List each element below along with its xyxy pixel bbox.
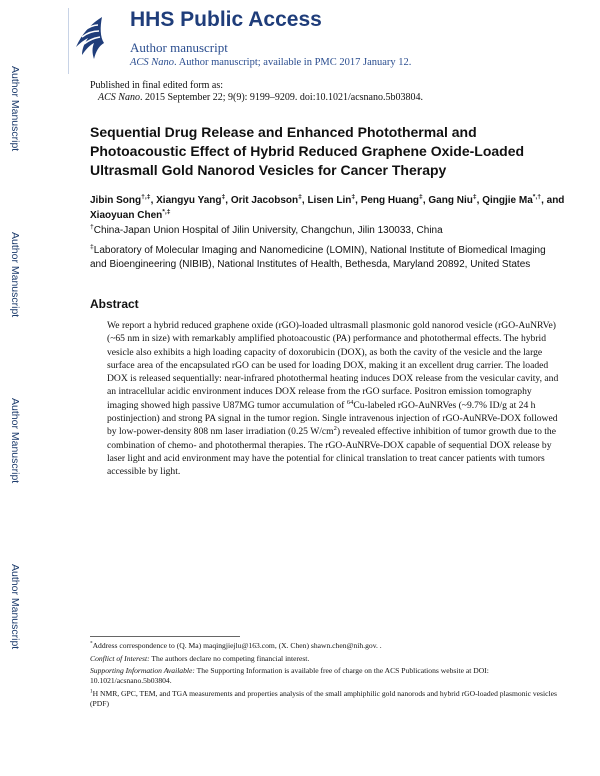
author-separator: , xyxy=(225,195,231,206)
author-name: Gang Niu xyxy=(428,195,473,206)
side-label-author-manuscript: Author Manuscript xyxy=(9,564,21,650)
conflict-text: The authors declare no competing financial interest. xyxy=(149,653,310,663)
affiliation-text: China-Japan Union Hospital of Jilin University, Changchun, Jilin 130033, China xyxy=(93,225,443,236)
header-divider xyxy=(68,8,69,74)
citation-journal: ACS Nano xyxy=(98,92,140,103)
footnote-supporting-info xyxy=(90,666,560,686)
footnote-rule xyxy=(90,636,240,637)
author-affiliation-mark: †,‡ xyxy=(141,193,151,201)
conflict-label: Conflict of Interest: xyxy=(90,653,150,663)
author-name: Xiaoyuan Chen xyxy=(90,209,163,221)
publication-info xyxy=(90,80,423,104)
author-affiliation-mark: ‡ xyxy=(351,193,356,201)
author-separator: , xyxy=(301,195,308,206)
author-affiliation-mark: ‡ xyxy=(221,193,226,201)
abstract-text-2: Cu-labeled rGO-AuNRVes (~9.7% ID/g at 24 h postinjection) and strong PA signal in the tumor region. Single intravenous injection of rGO-AuNRVe-DOX followed by low-power-density 808 nm laser irradiation (0.25 W/cm xyxy=(107,399,558,438)
author-separator: , and xyxy=(541,195,565,206)
abstract-body xyxy=(107,319,559,479)
side-label-author-manuscript: Author Manuscript xyxy=(9,66,21,152)
hhs-eagle-logo-icon xyxy=(72,13,110,63)
affiliation-text: Laboratory of Molecular Imaging and Nanomedicine (LOMIN), National Institute of Biomedical Imaging and Bioengineering (NIBIB), National Institutes of Health, Bethesda, Maryland 20892, United States xyxy=(90,245,546,270)
citation-details: . 2015 September 22; 9(9): 9199–9209. doi:10.1021/acsnano.5b03804. xyxy=(139,92,423,103)
supporting-text: The Supporting Information is available free of charge on the ACS Publications website at DOI: 10.1021/acsnano.5b03804. xyxy=(90,666,489,686)
author-manuscript-subtitle: Author manuscript xyxy=(130,40,228,55)
affiliation-mark: † xyxy=(90,223,94,231)
author-separator: , xyxy=(355,195,361,206)
author-affiliation-mark: *,† xyxy=(532,193,542,201)
citation-line xyxy=(90,92,423,104)
published-in-label: Published in final edited form as: xyxy=(90,80,224,91)
author-name: Lisen Lin xyxy=(307,195,352,206)
footnote-conflict xyxy=(90,654,560,664)
author-list xyxy=(90,194,570,223)
author-affiliation-mark: ‡ xyxy=(298,193,302,201)
correspondence-mark: * xyxy=(90,640,93,647)
article-title: Sequential Drug Release and Enhanced Photothermal and Photoacoustic Effect of Hybrid Reduced Graphene Oxide-Loaded Ultrasmall Gold Nanorod Vesicles for Cancer Therapy xyxy=(90,124,525,178)
author-affiliation-mark: *,‡ xyxy=(162,208,171,216)
footnote-nmr xyxy=(90,689,560,709)
journal-name: ACS Nano xyxy=(130,57,175,68)
affiliation-2 xyxy=(90,244,560,272)
author-affiliation-mark: ‡ xyxy=(472,193,477,201)
side-label-author-manuscript: Author Manuscript xyxy=(9,398,21,484)
affiliation-mark: ‡ xyxy=(90,243,94,251)
affiliation-1 xyxy=(90,224,560,238)
side-margin xyxy=(0,0,48,776)
author-affiliation-mark: ‡ xyxy=(419,193,423,201)
footnotes xyxy=(90,641,560,711)
author-separator: , xyxy=(422,195,429,206)
author-separator: , xyxy=(150,195,157,206)
isotope-superscript: 64 xyxy=(346,398,354,406)
abstract-heading: Abstract xyxy=(90,297,139,311)
correspondence-text: Address correspondence to (Q. Ma) maqingjiejlu@163.com, (X. Chen) shawn.chen@nih.gov. . xyxy=(92,641,382,650)
author-name: Qingjie Ma xyxy=(482,195,533,206)
side-label-author-manuscript: Author Manuscript xyxy=(9,232,21,318)
author-name: Xiangyu Yang xyxy=(156,195,222,206)
supporting-label: Supporting Information Available: xyxy=(90,666,195,675)
abstract-text-3: ) revealed effective inhibition of tumor growth due to the combination of chemo- and photothermal therapies. The rGO-AuNRVe-DOX capable of sequential DOX release by laser light and acid environment may have the potential for clinical translation to treat cancer patients with tumors accessible by light. xyxy=(107,426,556,478)
author-separator: , xyxy=(476,195,483,206)
nmr-text: H NMR, GPC, TEM, and TGA measurements and properties analysis of the small amphiphilic gold nanorods and hybrid rGO-loaded plasmonic vesicles (PDF) xyxy=(90,688,557,708)
hhs-public-access-title: HHS Public Access xyxy=(130,8,322,31)
availability-line xyxy=(130,57,411,68)
author-name: Orit Jacobson xyxy=(230,195,299,206)
author-name: Jibin Song xyxy=(90,195,142,206)
power-superscript: 2 xyxy=(333,425,337,433)
abstract-text-1: We report a hybrid reduced graphene oxide (rGO)-loaded ultrasmall plasmonic gold nanorod vesicle (rGO-AuNRVe) (~65 nm in size) with remarkably amplified photoacoustic (PA) performance and photothermal effects. The hybrid vesicle also exhibits a high loading capacity of doxorubicin (DOX), as both the cavity of the vesicle and the large surface area of the encapsulated rGO can be used for loading DOX, making it an excellent drug carrier. The loaded DOX is released sequentially: near-infrared photothermal heating induces DOX release from the vesicular cavity, and an intracellular acidic environment induces DOX release from the rGO surface. Positron emission tomography imaging showed high passive U87MG tumor accumulation of xyxy=(107,320,559,411)
availability-text: . Author manuscript; available in PMC 2017 January 12. xyxy=(174,57,412,68)
author-name: Peng Huang xyxy=(360,195,420,206)
nmr-superscript: 1 xyxy=(90,688,93,695)
footnote-correspondence xyxy=(90,641,560,651)
